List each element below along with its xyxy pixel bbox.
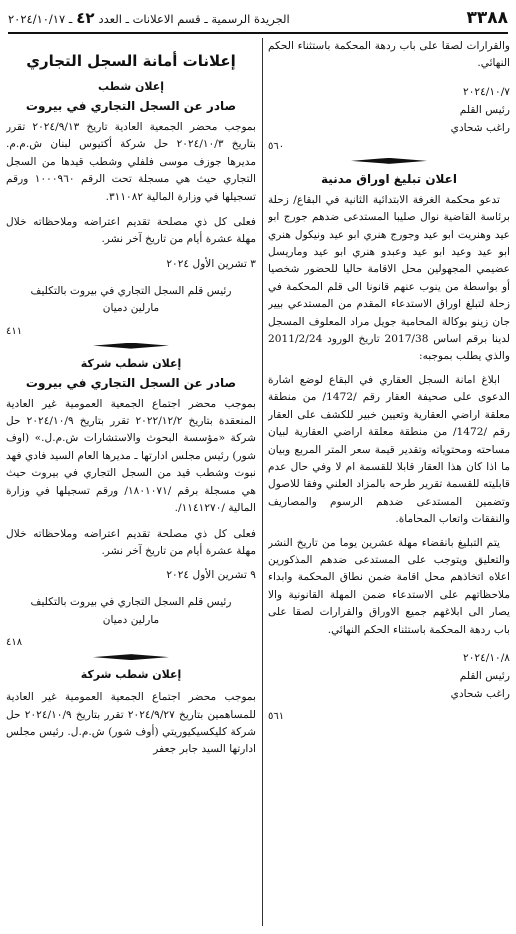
- signature-role: رئيس القلم: [459, 103, 510, 116]
- signature-block-1: [268, 83, 510, 137]
- notice-number: ٥٦٠: [268, 140, 285, 152]
- notice-date: ٩ تشرين الأول ٢٠٢٤: [166, 569, 256, 582]
- header-date: ـ ٢٠٢٤/١٠/١٧: [8, 12, 73, 26]
- continued-text: والقرارات لصقا على باب ردهة المحكمة باستثناء الحكم النهائي.: [268, 40, 510, 70]
- section-title: إعلانات أمانة السجل التجاري: [26, 52, 236, 70]
- notice-paragraph: يتم التبليغ بانقضاء مهلة عشرين يوما من تاريخ النشر والتعليق ويتوجب على المستدعى ضدهم المذكورين اعلاه اتخاذهم محل اقامة ضمن نطاق المحكمة وابداء ملاحظاتهم على الاستدعاء ضمن المهلة القانونية والا يصار الى ابلاغهم جميع الاوراق والقرارات لصقا على باب ردهة المحكمة باستثناء الحكم النهائي.: [268, 536, 510, 636]
- column-divider: [262, 38, 263, 926]
- notice-paragraph: ابلاغ امانة السجل العقاري في البقاع لوضع اشارة الدعوى على صحيفة العقار رقم /1472/ من منطقة معلقة اراضي العقارية وتعيين خبير للكشف على العقار رقم /1472/ من منطقة معلقة اراضي العقارية لبيان مساحته ومحتوياته وتقدير قيمة سعر المتر المربع وبيان ما اذا كان هذا العقار قابلا للقسمة ام لا وفي حال عدم قابليته للقسمة تقرير طرحه بالمزاد العلني وفقا للاصول وتضمين المستدعى ضدهم الرسوم والمصاريف والنفقات واتعاب المحاماة.: [268, 373, 510, 526]
- notice-date: ٣ تشرين الأول ٢٠٢٤: [166, 257, 256, 270]
- signature-date: ٢٠٢٤/١٠/٧: [463, 85, 510, 98]
- header-title-text: الجريدة الرسمية ـ قسم الاعلانات ـ العدد: [98, 12, 290, 26]
- signature-role: رئيس قلم السجل التجاري في بيروت بالتكليف: [30, 596, 232, 609]
- header-title: [8, 9, 290, 27]
- notice-source: صادر عن السجل التجاري في بيروت: [25, 99, 237, 113]
- notice-kind: إعلان شطب شركة: [80, 668, 182, 682]
- signature-block-2: [268, 649, 510, 703]
- notice-paragraph: بموجب محضر الجمعية العادية تاريخ ٢٠٢٤/٩/١٣ تقرر بتاريخ ٢٠٢٤/١٠/٣ حل شركة أكتيوس لبنان ش.م.م. مديرها جوزف موسى فلفلي وشطب قيدها من السجل التجاري حيث هي مسجلة تحت الرقم ١٠٠٠٩٦٠ ورقم تسجيلها في وزارة المالية ٣١١٠٨٢.: [6, 121, 256, 203]
- notice-kind: إعلان شطب: [97, 80, 165, 93]
- notice-kind: إعلان شطب شركة: [80, 356, 182, 370]
- page-number: ٣٣٨٨: [466, 8, 508, 28]
- notice-paragraph: فعلى كل ذي مصلحة تقديم اعتراضه وملاحظاته خلال مهلة عشرة أيام من تاريخ آخر نشر.: [6, 527, 256, 557]
- notice-paragraph: بموجب محضر اجتماع الجمعية العمومية غير العادية المنعقدة بتاريخ ٢٠٢٢/١٢/٢ تقرر بتاريخ ٢٠٢٤/١٠/٩ حل شركة «مؤسسة البحوث والاستشارات ش.م.ل.» (اوف شور) رئيس مجلس ادارتها ـ مديرها العام السيد فادي فهد نبوت وشطب قيد من السجل التجاري في بيروت حيث هي مسجلة برقم /١٨٠١٠٧١/ ورقم تسجيلها في وزارة المالية /١١٤١٢٧٠/.: [6, 397, 256, 515]
- notice-paragraph: بموجب محضر اجتماع الجمعية العمومية غير العادية للمساهمين بتاريخ ٢٠٢٤/٩/٢٧ تقرر بتاريخ ٢٠٢٤/١٠/٩ حل شركة كليكسيكيوريتي (أوف شور) ش.م.ل. رئيس مجلس ادارتها السيد جابر جعفر: [6, 691, 256, 756]
- notice-title: اعلان تبليغ اوراق مدنية: [321, 171, 457, 186]
- right-column: [268, 38, 510, 926]
- signature-name: راغب شحادي: [450, 687, 510, 700]
- issue-number: ٤٢: [76, 9, 95, 27]
- page-header: [8, 4, 508, 34]
- signature-date: ٢٠٢٤/١٠/٨: [463, 651, 510, 664]
- notice-number: ٥٦١: [268, 710, 285, 722]
- notice-number: ٤١١: [6, 325, 23, 337]
- signature-name: راغب شحادي: [450, 121, 510, 134]
- left-column: [6, 38, 256, 926]
- signature-name: مارلين دميان: [102, 613, 160, 626]
- separator-ornament: [268, 156, 510, 166]
- notice-source: صادر عن السجل التجاري في بيروت: [25, 375, 237, 390]
- notice-paragraph: فعلى كل ذي مصلحة تقديم اعتراضه وملاحظاته خلال مهلة عشرة أيام من تاريخ آخر نشر.: [6, 216, 256, 246]
- signature-role: رئيس القلم: [459, 669, 510, 682]
- signature-role: رئيس قلم السجل التجاري في بيروت بالتكليف: [30, 284, 232, 297]
- separator-ornament: [6, 341, 256, 351]
- notice-number: ٤١٨: [6, 637, 23, 649]
- separator-ornament: [6, 652, 256, 662]
- signature-name: مارلين دميان: [102, 302, 160, 315]
- notice-paragraph: تدعو محكمة الغرفة الابتدائية الثانية في البقاع/ زحلة برئاسة القاضية نوال صليبا المستدعى ضدهم جورج ابو عيد وهنريت ابو عيد وجورج هنري ابو عيد ونيكول هنري ابو عيد وعيد ابو عيد وعبدو هنري ابو عيد وماريسل عضيمي المجهولين محل الاقامة حاليا للحضور شخصيا أو بواسطة من ينوب عنهم قانونا الى قلم المحكمة في زحلة لتبلغ اوراق الاستدعاء المقدم من المستدعي بيير جان زينو بوكالة المحامية جويل مراد المعلوف المسجل لدينا برقم اساس 2017/38 تاريخ الورود 2011/2/24 والذي يطلب بموجبه:: [268, 193, 510, 363]
